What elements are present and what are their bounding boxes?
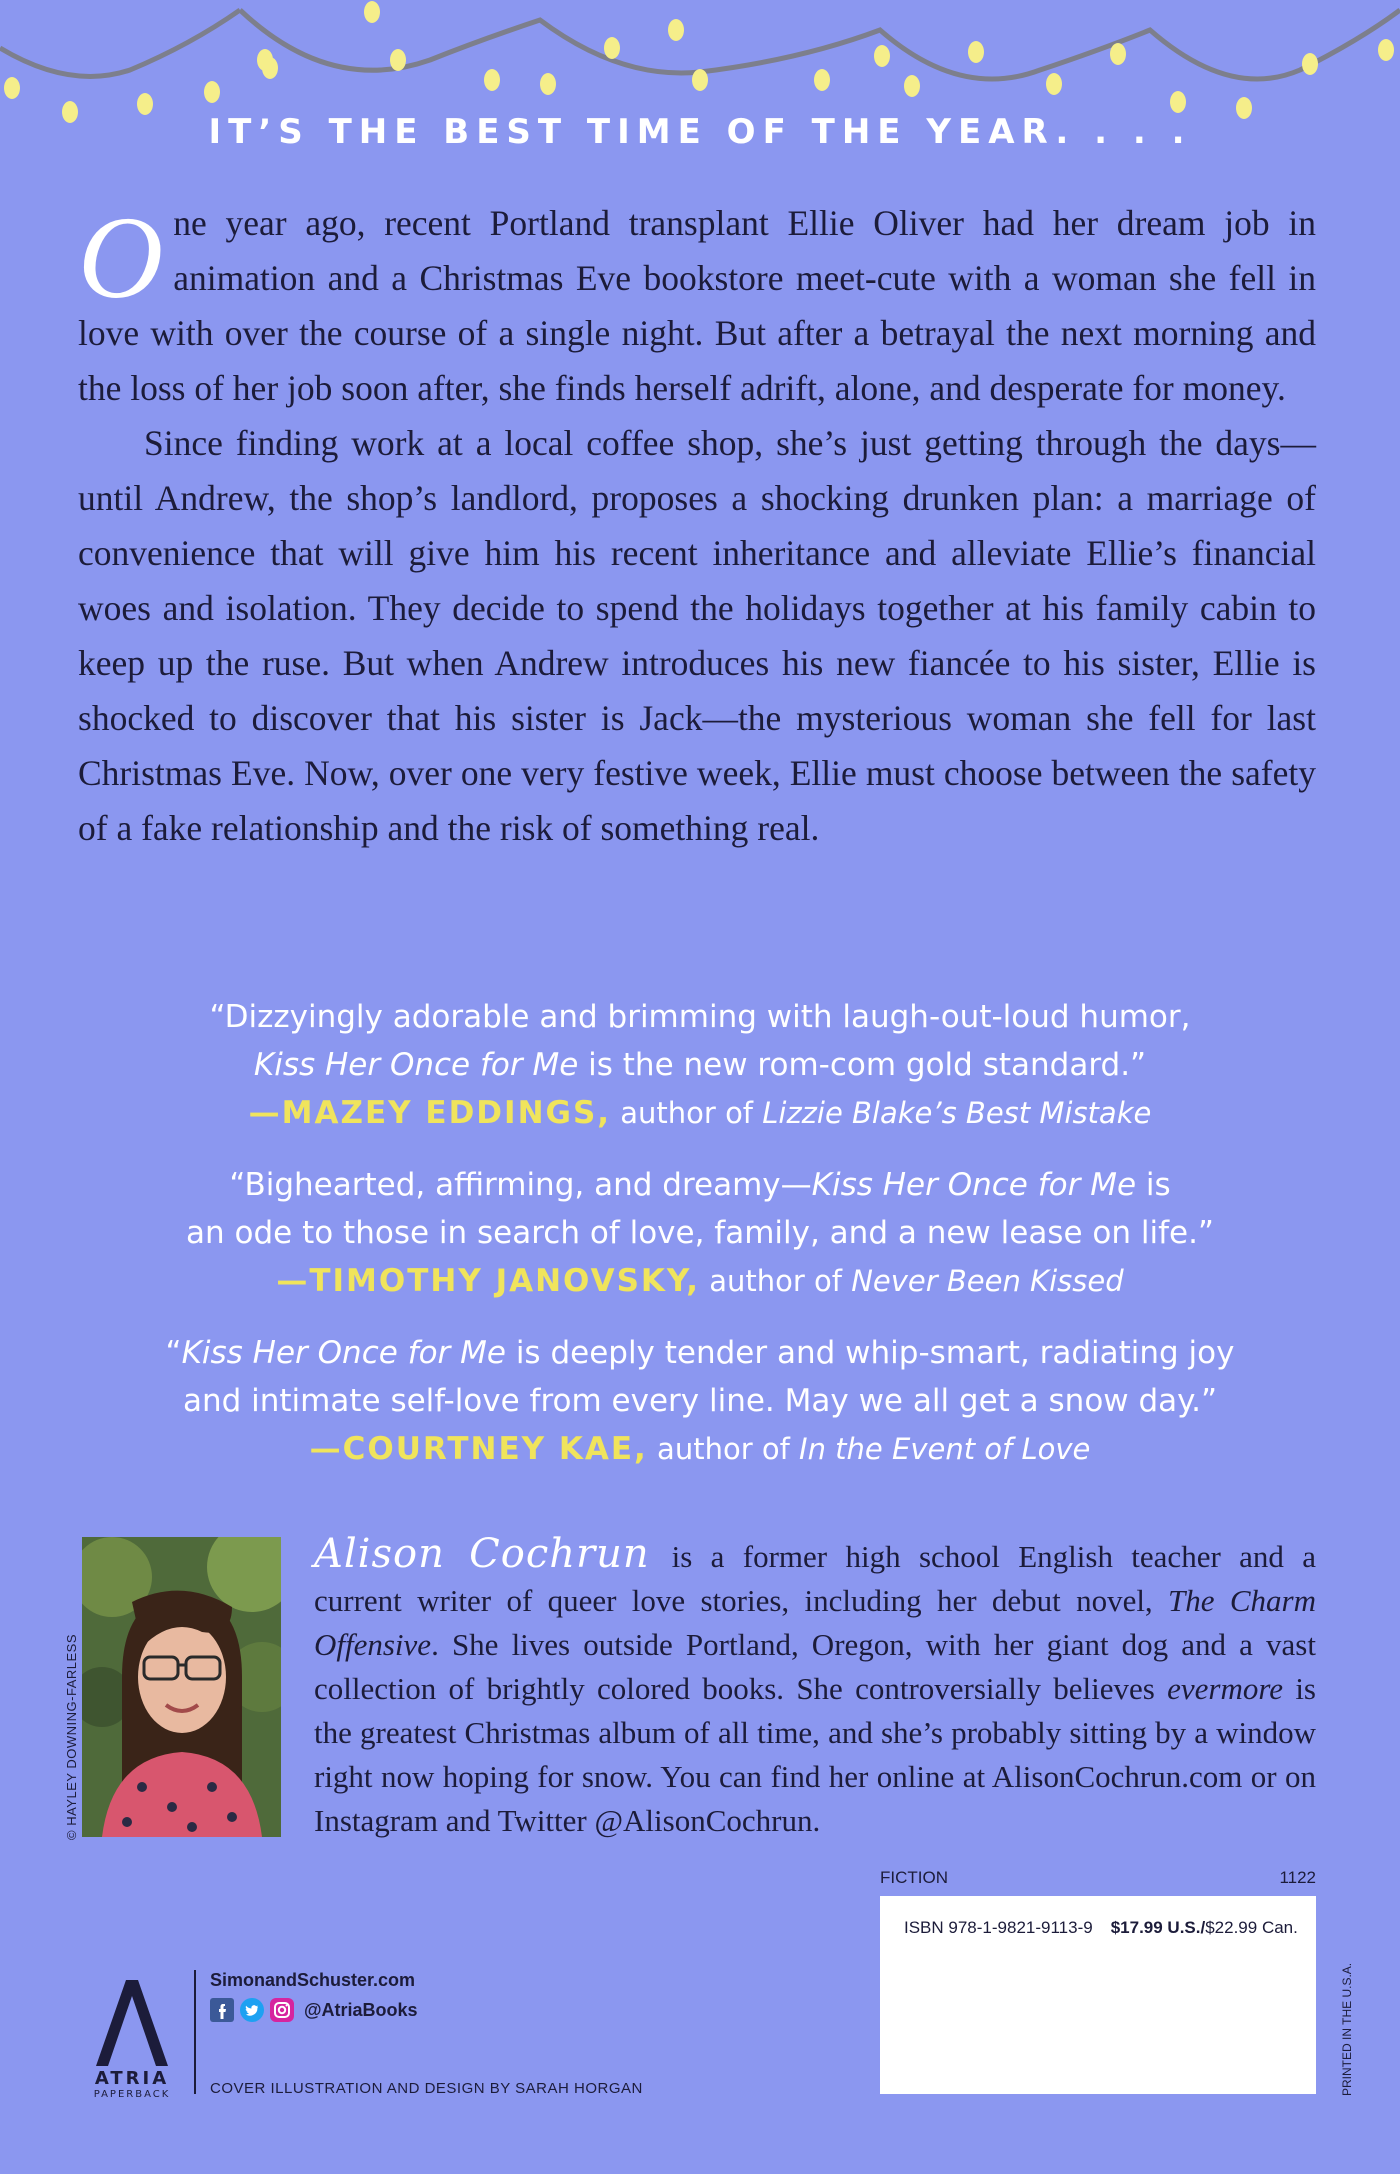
author-signature: Alison Cochrun [314,1531,650,1577]
quote-author-role: author of [647,1432,800,1466]
isbn: ISBN 978-1-9821-9113-9 [904,1918,1093,1937]
quote-author-name: —COURTNEY KAE, [309,1431,648,1467]
book-blurb [78,192,1316,856]
quote-author-name: —TIMOTHY JANOVSKY, [276,1263,701,1299]
quote-author-book: Lizzie Blake’s Best Mistake [762,1096,1152,1130]
cover-credit: COVER ILLUSTRATION AND DESIGN BY SARAH HORGAN [210,2080,643,2097]
social-handle: @AtriaBooks [304,1999,418,2020]
bio-text: is a former high school English teacher and a current writer of queer love stories, including her debut novel, [314,1539,1316,1618]
quote-author-name: —MAZEY EDDINGS, [248,1095,612,1131]
quote-line: “Dizzyingly adorable and brimming with laugh-out-loud humor, [209,999,1191,1035]
endorsements [0,993,1400,1497]
headline: IT’S THE BEST TIME OF THE YEAR. . . . [208,112,1192,152]
facebook-icon [210,1998,234,2022]
barcode-area [880,1896,1316,2094]
author-photo [82,1537,281,1837]
quote-book-title: Kiss Her Once for Me [181,1335,506,1371]
endorsement-quote [0,993,1400,1137]
drop-cap: O [78,192,164,323]
publisher-imprint: PAPERBACK [93,2089,171,2100]
blurb-paragraph-1 [78,192,1316,416]
quote-author-role: author of [700,1264,852,1298]
quote-text: is deeply tender and whip-smart, radiating joy [505,1335,1235,1371]
bio-book-title: The Charm Offensive [314,1583,1316,1662]
publisher-divider [194,1970,196,2094]
quote-attribution [0,1089,1400,1137]
instagram-icon [270,1998,294,2022]
print-code: 1122 [1279,1868,1316,1887]
barcode-header [880,1868,1316,1888]
book-category: FICTION [880,1868,948,1887]
social-links [210,1998,418,2022]
quote-author-role: author of [611,1096,763,1130]
quote-line: and intimate self-love from every line. May we all get a snow day.” [182,1383,1218,1419]
quote-text: “ [165,1335,182,1371]
twitter-icon [240,1998,264,2022]
quote-author-book: In the Event of Love [799,1432,1091,1466]
author-bio [314,1532,1316,1843]
quote-book-title: Kiss Her Once for Me [253,1047,579,1083]
endorsement-quote [0,1329,1400,1473]
quote-line [0,1041,1400,1089]
quote-attribution [0,1425,1400,1473]
blurb-paragraph-1-text: ne year ago, recent Portland transplant Ellie Oliver had her dream job in animation and a Christmas Eve bookstore meet-cute with a woman she fell in love with over the course of a single night. But after a betrayal the next morning and the loss of her job soon after, she finds herself adrift, alone, and desperate for money. [78,203,1316,408]
price-us: $17.99 U.S./ [1110,1918,1206,1937]
blurb-paragraph-2: Since finding work at a local coffee shop, she’s just getting through the days—until Andrew, the shop’s landlord, proposes a shocking drunken plan: a marriage of convenience that will give him his recent inheritance and alleviate Ellie’s financial woes and isolation. They decide to spend the holidays together at his family cabin to keep up the ruse. But when Andrew introduces his new fiancée to his sister, Ellie is shocked to discover that his sister is Jack—the mysterious woman she fell for last Christmas Eve. Now, over one very festive week, Ellie must choose between the safety of a fake relationship and the risk of something real. [78,423,1316,848]
quote-line [0,1161,1400,1209]
quote-text: “Bighearted, affirming, and dreamy— [229,1167,812,1203]
publisher-name: ATRIA [94,2068,170,2089]
price-can: $22.99 Can. [1205,1918,1298,1937]
string-lights-decoration [0,0,1400,130]
quote-text: is the new rom-com gold standard.” [578,1047,1147,1083]
quote-attribution [0,1257,1400,1305]
quote-author-book: Never Been Kissed [851,1264,1124,1298]
isbn-price-line [904,1918,1298,1938]
quote-line: an ode to those in search of love, family, and a new lease on life.” [186,1215,1214,1251]
publisher-website: SimonandSchuster.com [210,1970,416,1990]
photo-credit: © HAYLEY DOWNING-FARLESS [64,1633,79,1840]
bio-text: . She lives outside Portland, Oregon, with her giant dog and a vast collection of brightly colored books. She controversially believes [314,1627,1316,1706]
printed-in-usa: PRINTED IN THE U.S.A. [1340,1962,1354,2096]
quote-text: is [1136,1167,1171,1203]
quote-line [0,1329,1400,1377]
quote-book-title: Kiss Her Once for Me [811,1167,1137,1203]
bio-album-title: evermore [1167,1671,1284,1706]
endorsement-quote [0,1161,1400,1305]
bio-text: is the greatest Christmas album of all time, and she’s probably sitting by a window right now hoping for snow. You can find her online at AlisonCochrun.com or on Instagram and Twitter @AlisonCochrun. [314,1671,1316,1838]
